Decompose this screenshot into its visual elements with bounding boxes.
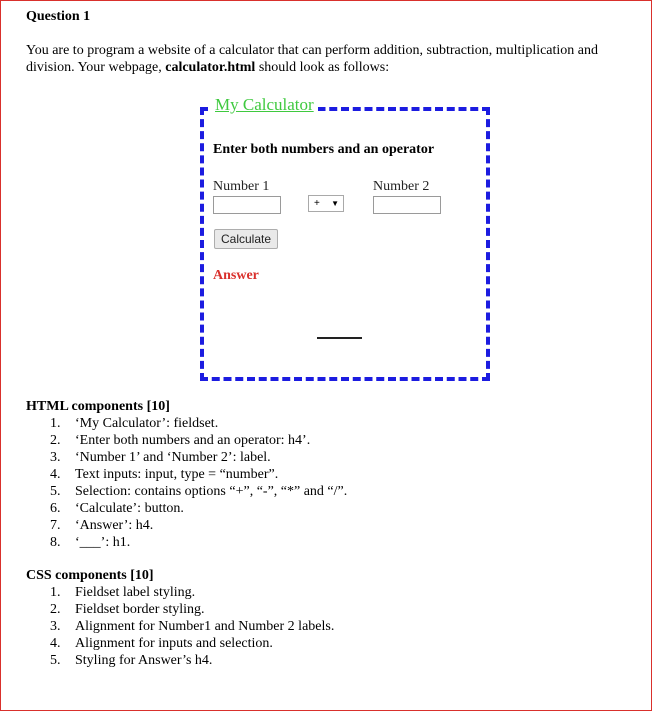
operator-value: +	[314, 198, 320, 209]
list-text: ‘___’: h1.	[75, 535, 131, 550]
list-number: 2.	[50, 602, 61, 617]
list-text: ‘Calculate’: button.	[75, 501, 184, 516]
list-text: ‘My Calculator’: fieldset.	[75, 416, 219, 431]
list-item	[26, 534, 347, 551]
chevron-down-icon: ▼	[331, 199, 339, 208]
list-number: 2.	[50, 433, 61, 448]
number2-label: Number 2	[373, 179, 430, 194]
list-number: 6.	[50, 501, 61, 516]
list-text: Fieldset border styling.	[75, 602, 205, 617]
operator-select[interactable]	[308, 195, 344, 212]
list-number: 8.	[50, 535, 61, 550]
list-number: 3.	[50, 619, 61, 634]
calculator-heading: Enter both numbers and an operator	[213, 142, 435, 157]
list-item	[26, 415, 347, 432]
number1-input[interactable]	[213, 196, 281, 214]
intro-paragraph	[26, 42, 638, 76]
html-components-title: HTML components [10]	[26, 399, 170, 414]
list-item	[26, 449, 347, 466]
list-number: 5.	[50, 484, 61, 499]
list-number: 5.	[50, 653, 61, 668]
intro-text-b: should look as follows:	[255, 60, 390, 75]
number2-input[interactable]	[373, 196, 441, 214]
list-text: Styling for Answer’s h4.	[75, 653, 213, 668]
list-item	[26, 652, 334, 669]
list-text: Selection: contains options “+”, “-”, “*” and “/”.	[75, 484, 348, 499]
list-number: 1.	[50, 416, 61, 431]
list-number: 7.	[50, 518, 61, 533]
intro-filename: calculator.html	[165, 60, 256, 75]
calculator-legend: My Calculator	[211, 95, 318, 115]
list-text: Alignment for inputs and selection.	[75, 636, 273, 651]
list-item	[26, 466, 347, 483]
list-text: Alignment for Number1 and Number 2 labels.	[75, 619, 335, 634]
number1-label: Number 1	[213, 179, 270, 194]
list-item	[26, 635, 334, 652]
list-text: ‘Number 1’ and ‘Number 2’: label.	[75, 450, 271, 465]
list-text: Text inputs: input, type = “number”.	[75, 467, 279, 482]
list-item	[26, 483, 347, 500]
list-item	[26, 601, 334, 618]
list-item	[26, 618, 334, 635]
calculate-button[interactable]: Calculate	[214, 229, 278, 249]
list-text: ‘Answer’: h4.	[75, 518, 154, 533]
list-text: ‘Enter both numbers and an operator: h4’.	[75, 433, 311, 448]
result-h1-line	[317, 337, 362, 339]
list-item	[26, 500, 347, 517]
list-item	[26, 432, 347, 449]
html-components-list	[26, 415, 347, 551]
question-title: Question 1	[26, 9, 91, 24]
list-number: 4.	[50, 636, 61, 651]
list-number: 3.	[50, 450, 61, 465]
intro-text-a: You are to program a website of a calculator that can perform addition, subtraction, multiplication and division. Your webpage,	[26, 43, 599, 75]
css-components-list	[26, 584, 334, 669]
list-item	[26, 584, 334, 601]
list-text: Fieldset label styling.	[75, 585, 196, 600]
list-number: 4.	[50, 467, 61, 482]
answer-heading: Answer	[213, 268, 259, 283]
list-item	[26, 517, 347, 534]
list-number: 1.	[50, 585, 61, 600]
css-components-title: CSS components [10]	[26, 568, 154, 583]
